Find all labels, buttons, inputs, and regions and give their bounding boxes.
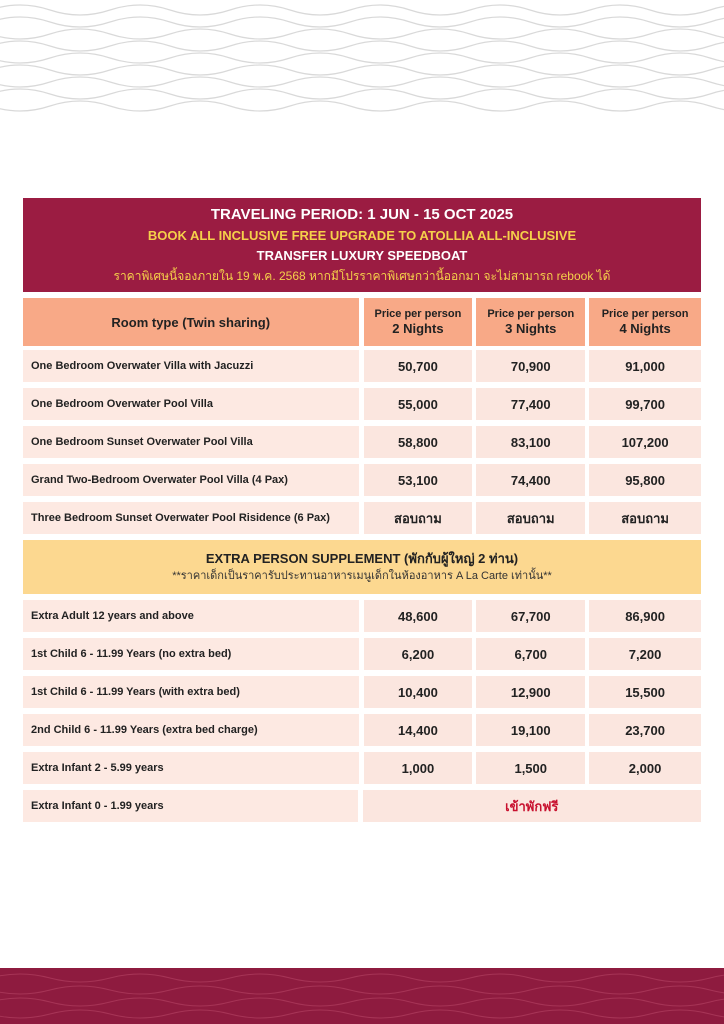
transfer-line: TRANSFER LUXURY SPEEDBOAT [256,248,468,263]
price-label: Price per person [374,308,462,320]
infant-free-row [23,790,701,822]
price-label: Price per person [601,308,689,320]
price-2-nights: 55,000 [364,388,473,420]
extra-row [23,752,701,784]
price-4-nights: 2,000 [589,752,701,784]
room-type-header: Room type (Twin sharing) [23,298,359,346]
room-name: One Bedroom Sunset Overwater Pool Villa [23,426,359,458]
price-4-nights: 7,200 [589,638,701,670]
header-banner [23,198,701,292]
extra-person-banner [23,540,701,594]
price-4-nights: 91,000 [589,350,701,382]
supplement-title: EXTRA PERSON SUPPLEMENT (พักกับผู้ใหญ่ 2 ท่าน) [205,551,519,566]
price-2-nights: 6,200 [364,638,473,670]
extra-row [23,600,701,632]
extra-name: 1st Child 6 - 11.99 Years (with extra bed) [23,676,359,708]
price-4-nights: 86,900 [589,600,701,632]
room-name: One Bedroom Overwater Villa with Jacuzzi [23,350,359,382]
price-3-nights: 6,700 [476,638,585,670]
price-header-4-nights [589,298,701,346]
column-header-row [23,298,701,346]
price-2-nights: 58,800 [364,426,473,458]
price-4-nights: 15,500 [589,676,701,708]
price-label: Price per person [487,308,575,320]
price-4-nights: 95,800 [589,464,701,496]
price-3-nights: 74,400 [476,464,585,496]
nights-label: 4 Nights [619,321,671,336]
extra-row [23,714,701,746]
nights-label: 2 Nights [392,321,444,336]
price-header-3-nights [476,298,585,346]
price-2-nights: 1,000 [364,752,473,784]
price-3-nights: 19,100 [476,714,585,746]
room-row [23,464,701,496]
price-3-nights: สอบถาม [476,502,585,534]
price-table [23,198,701,822]
price-3-nights: 70,900 [476,350,585,382]
extra-name: 2nd Child 6 - 11.99 Years (extra bed charge) [23,714,359,746]
nights-label: 3 Nights [505,321,557,336]
room-row [23,388,701,420]
wave-pattern-bottom [0,968,724,1024]
extra-name: 1st Child 6 - 11.99 Years (no extra bed) [23,638,359,670]
price-3-nights: 1,500 [476,752,585,784]
price-2-nights: 53,100 [364,464,473,496]
extra-name: Extra Adult 12 years and above [23,600,359,632]
promo-line: BOOK ALL INCLUSIVE FREE UPGRADE TO ATOLLIA ALL-INCLUSIVE [147,228,577,243]
price-3-nights: 77,400 [476,388,585,420]
price-3-nights: 12,900 [476,676,585,708]
price-4-nights: 23,700 [589,714,701,746]
room-name: One Bedroom Overwater Pool Villa [23,388,359,420]
price-3-nights: 67,700 [476,600,585,632]
price-4-nights: 107,200 [589,426,701,458]
room-row [23,426,701,458]
price-2-nights: สอบถาม [364,502,473,534]
supplement-note: **ราคาเด็กเป็นราคารับประทานอาหารเมนูเด็กในห้องอาหาร A La Carte เท่านั้น** [172,570,552,582]
price-2-nights: 10,400 [364,676,473,708]
price-header-2-nights [364,298,473,346]
wave-pattern-top [0,0,724,140]
free-stay-value: เข้าพักฟรี [363,790,701,822]
extra-name: Extra Infant 2 - 5.99 years [23,752,359,784]
room-name: Grand Two-Bedroom Overwater Pool Villa (4 Pax) [23,464,359,496]
traveling-period: TRAVELING PERIOD: 1 JUN - 15 OCT 2025 [210,206,514,223]
room-name: Three Bedroom Sunset Overwater Pool Risidence (6 Pax) [23,502,359,534]
price-4-nights: 99,700 [589,388,701,420]
extra-row [23,638,701,670]
extra-row [23,676,701,708]
price-2-nights: 48,600 [364,600,473,632]
price-4-nights: สอบถาม [589,502,701,534]
extra-name: Extra Infant 0 - 1.99 years [23,790,358,822]
room-row [23,350,701,382]
price-2-nights: 50,700 [364,350,473,382]
booking-note: ราคาพิเศษนี้จองภายใน 19 พ.ค. 2568 หากมีโปรราคาพิเศษกว่านี้ออกมา จะไม่สามารถ rebook ได้ [113,269,611,283]
room-row [23,502,701,534]
price-2-nights: 14,400 [364,714,473,746]
price-3-nights: 83,100 [476,426,585,458]
